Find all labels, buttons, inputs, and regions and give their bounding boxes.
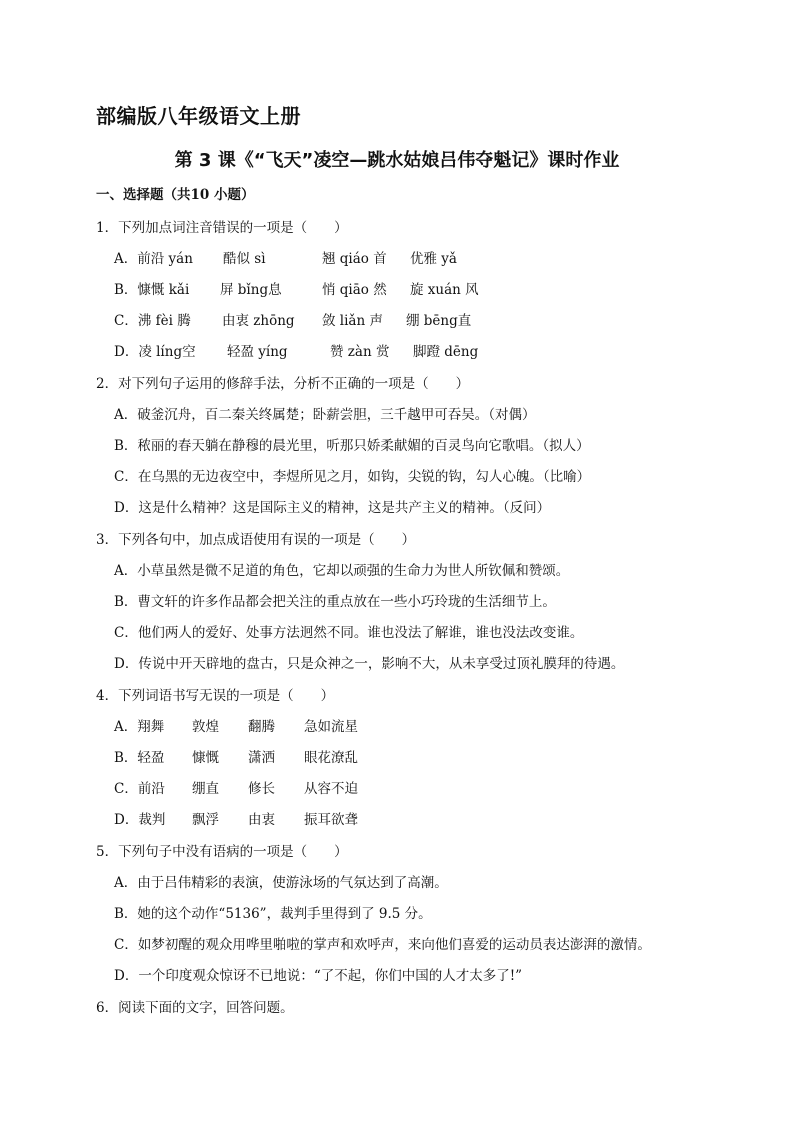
q3-option-d: D．传说中开天辟地的盘古，只是众神之一，影响不大，从未享受过顶礼膜拜的待遇。 (114, 656, 625, 672)
q1-option-b-3: 悄 qiāo 然 (322, 282, 387, 298)
q1-option-b-1: B．慷慨 kǎi (114, 282, 190, 298)
q1-option-a-2: 酷似 sì (223, 251, 266, 267)
q3-option-c: C．他们两人的爱好、处事方法迥然不同。谁也没法了解谁，谁也没法改变谁。 (114, 625, 584, 641)
q1-option-c-4: 绷 bēng直 (406, 313, 472, 329)
lesson-subtitle (0, 146, 794, 172)
q4-option-c-4: 从容不迫 (304, 781, 358, 797)
lesson-subtitle-text: 第 3 课《“飞天”凌空—跳水姑娘吕伟夺魁记》课时作业 (174, 150, 620, 171)
q1-option-a-3: 翘 qiáo 首 (322, 251, 387, 267)
q3-option-b: B．曹文轩的许多作品都会把关注的重点放在一些小巧玲珑的生活细节上。 (114, 594, 556, 610)
question-3-stem: 3．下列各句中，加点成语使用有误的一项是（ ） (96, 532, 416, 548)
q1-option-d-3: 赞 zàn 赏 (330, 344, 390, 360)
q4-option-c-1: C．前沿 (114, 781, 165, 797)
q5-option-c: C．如梦初醒的观众用哗里啪啦的掌声和欢呼声，来向他们喜爱的运动员表达澎湃的激情。 (114, 937, 651, 953)
q4-option-c-3: 修长 (248, 781, 275, 797)
q4-option-a-3: 翻腾 (248, 719, 275, 735)
q4-option-b-2: 慷慨 (192, 750, 219, 766)
q1-option-c-3: 敛 liǎn 声 (322, 313, 383, 329)
q2-option-d: D．这是什么精神？这是国际主义的精神，这是共产主义的精神。（反问） (114, 500, 551, 516)
q1-option-d-4: 脚蹬 dēng (413, 344, 479, 360)
document-title: 部编版八年级语文上册 (96, 104, 301, 128)
question-1-stem: 1．下列加点词注音错误的一项是（ ） (96, 220, 348, 236)
q3-option-a: A．小草虽然是微不足道的角色，它却以顽强的生命力为世人所钦佩和赞颂。 (114, 563, 570, 579)
q4-option-d-2: 飘浮 (192, 812, 219, 828)
question-2-stem: 2．对下列句子运用的修辞手法，分析不正确的一项是（ ） (96, 376, 470, 392)
q1-option-d-2: 轻盈 yíng (227, 344, 288, 360)
q2-option-c: C．在乌黑的无边夜空中，李煜所见之月，如钩，尖锐的钩，勾人心魄。（比喻） (114, 469, 591, 485)
q4-option-b-1: B．轻盈 (114, 750, 165, 766)
q5-option-a: A．由于吕伟精彩的表演，使游泳场的气氛达到了高潮。 (114, 875, 448, 891)
q4-option-a-1: A．翔舞 (114, 719, 165, 735)
q1-option-b-4: 旋 xuán 风 (410, 282, 479, 298)
q1-option-a-4: 优雅 yǎ (410, 251, 457, 267)
question-6-stem: 6．阅读下面的文字，回答问题。 (96, 1000, 294, 1016)
q4-option-c-2: 绷直 (192, 781, 219, 797)
section-heading: 一、选择题（共10 小题） (96, 187, 255, 203)
q4-option-d-1: D．裁判 (114, 812, 166, 828)
q2-option-b: B．秾丽的春天躺在静穆的晨光里，听那只娇柔献媚的百灵鸟向它歌唱。（拟人） (114, 438, 590, 454)
q4-option-b-3: 潇洒 (248, 750, 275, 766)
q1-option-c-1: C．沸 fèi 腾 (114, 313, 191, 329)
q1-option-b-2: 屏 bǐng息 (220, 282, 282, 298)
q1-option-a-1: A．前沿 yán (114, 251, 193, 267)
q4-option-a-2: 敦煌 (192, 719, 219, 735)
q4-option-d-3: 由衷 (248, 812, 275, 828)
q4-option-a-4: 急如流星 (304, 719, 358, 735)
q5-option-b: B．她的这个动作“5136”，裁判手里得到了 9.5 分。 (114, 906, 432, 922)
question-5-stem: 5．下列句子中没有语病的一项是（ ） (96, 844, 348, 860)
question-4-stem: 4．下列词语书写无误的一项是（ ） (96, 688, 335, 704)
q2-option-a: A．破釜沉舟，百二秦关终属楚；卧薪尝胆，三千越甲可吞吴。（对偶） (114, 407, 536, 423)
q4-option-d-4: 振耳欲聋 (304, 812, 358, 828)
q1-option-c-2: 由衷 zhōng (222, 313, 295, 329)
q1-option-d-1: D．凌 líng空 (114, 344, 196, 360)
q4-option-b-4: 眼花潦乱 (304, 750, 358, 766)
q5-option-d: D．一个印度观众惊讶不已地说：“了不起，你们中国的人才太多了!” (114, 968, 523, 984)
